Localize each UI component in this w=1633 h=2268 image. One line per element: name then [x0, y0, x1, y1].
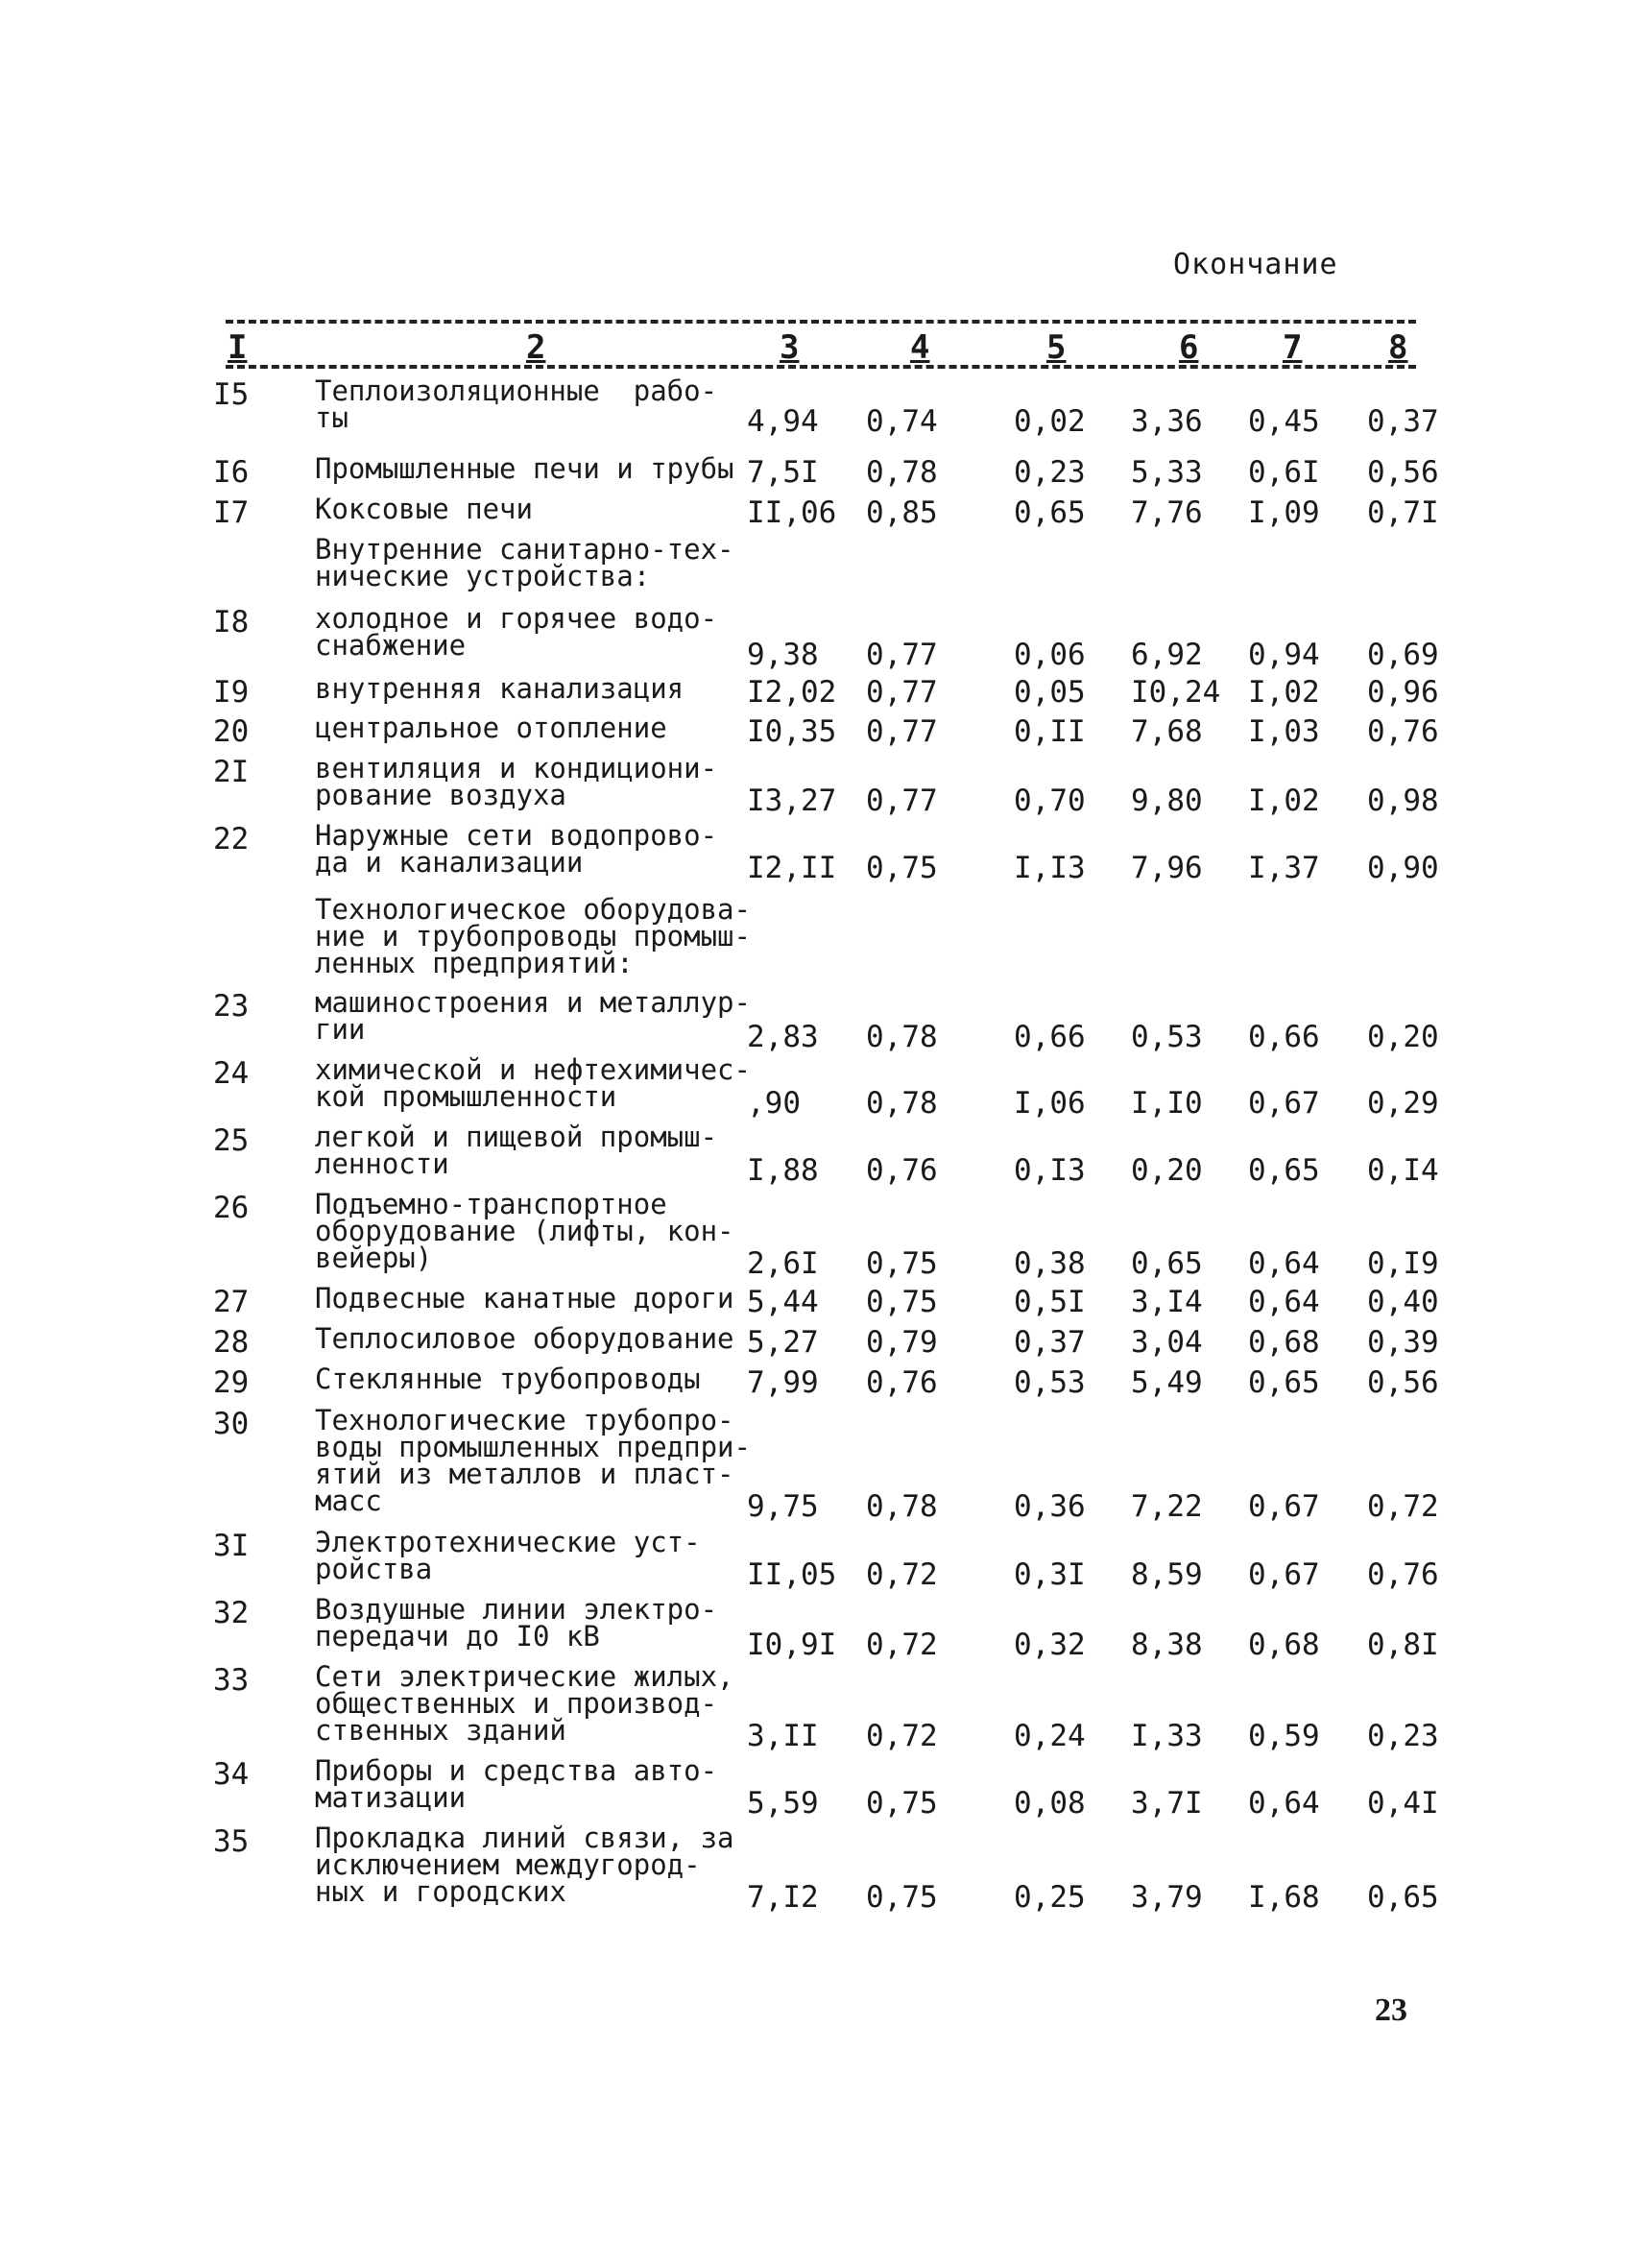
value-col-5: I,06: [1014, 1086, 1086, 1121]
row-description: Промышленные печи и трубы: [315, 452, 734, 485]
row-number: 20: [213, 714, 250, 749]
value-col-7: 0,68: [1248, 1628, 1320, 1662]
value-col-7: 0,45: [1248, 404, 1320, 439]
value-col-7: I,09: [1248, 495, 1320, 530]
value-col-8: 0,72: [1367, 1489, 1439, 1524]
value-col-6: 0,20: [1131, 1153, 1203, 1188]
value-col-7: 0,66: [1248, 1020, 1320, 1054]
row-number: I5: [213, 377, 250, 412]
value-col-7: 0,67: [1248, 1489, 1320, 1524]
value-col-4: 0,78: [866, 455, 938, 490]
row-number: 25: [213, 1123, 250, 1158]
value-col-7: I,68: [1248, 1880, 1320, 1915]
row-description: Коксовые печи: [315, 493, 533, 525]
value-col-3: ,90: [747, 1086, 801, 1121]
value-col-6: 5,49: [1131, 1365, 1203, 1400]
row-description: внутренняя канализация: [315, 672, 684, 705]
row-number: 2I: [213, 755, 250, 789]
value-col-3: I,88: [747, 1153, 819, 1188]
value-col-6: 0,65: [1131, 1246, 1203, 1281]
value-col-7: 0,59: [1248, 1719, 1320, 1753]
value-col-8: 0,39: [1367, 1325, 1439, 1360]
value-col-5: 0,53: [1014, 1365, 1086, 1400]
value-col-6: I,I0: [1131, 1086, 1203, 1121]
value-col-5: 0,25: [1014, 1880, 1086, 1915]
value-col-4: 0,75: [866, 1285, 938, 1319]
value-col-6: I0,24: [1131, 675, 1221, 710]
value-col-4: 0,75: [866, 851, 938, 885]
value-col-7: 0,64: [1248, 1285, 1320, 1319]
value-col-4: 0,76: [866, 1365, 938, 1400]
row-number: 26: [213, 1191, 250, 1225]
value-col-8: 0,I4: [1367, 1153, 1439, 1188]
value-col-5: 0,38: [1014, 1246, 1086, 1281]
value-col-8: 0,23: [1367, 1719, 1439, 1753]
row-description: легкой и пищевой промыш- ленности: [315, 1121, 718, 1180]
value-col-8: 0,I9: [1367, 1246, 1439, 1281]
value-col-4: 0,85: [866, 495, 938, 530]
value-col-6: 3,79: [1131, 1880, 1203, 1915]
value-col-5: 0,3I: [1014, 1557, 1086, 1592]
row-number: I8: [213, 605, 250, 639]
value-col-4: 0,78: [866, 1020, 938, 1054]
value-col-7: 0,64: [1248, 1246, 1320, 1281]
row-description: химической и нефтехимичес- кой промышленности: [315, 1053, 751, 1113]
section-heading: Внутренние санитарно-тех- нические устройства:: [315, 533, 734, 592]
value-col-6: 7,22: [1131, 1489, 1203, 1524]
value-col-3: 9,75: [747, 1489, 819, 1524]
value-col-6: 0,53: [1131, 1020, 1203, 1054]
value-col-3: 7,5I: [747, 455, 819, 490]
value-col-5: 0,23: [1014, 455, 1086, 490]
value-col-4: 0,72: [866, 1719, 938, 1753]
row-number: 24: [213, 1056, 250, 1091]
value-col-5: 0,66: [1014, 1020, 1086, 1054]
value-col-8: 0,8I: [1367, 1628, 1439, 1662]
value-col-5: 0,I3: [1014, 1153, 1086, 1188]
value-col-4: 0,77: [866, 714, 938, 749]
row-description: Приборы и средства авто- матизации: [315, 1754, 718, 1814]
row-description: машиностроения и металлур- гии: [315, 986, 751, 1046]
row-number: 27: [213, 1285, 250, 1319]
row-number: 35: [213, 1824, 250, 1859]
value-col-5: I,I3: [1014, 851, 1086, 885]
row-number: 32: [213, 1596, 250, 1630]
row-number: 3I: [213, 1529, 250, 1563]
value-col-6: 7,76: [1131, 495, 1203, 530]
value-col-6: 3,I4: [1131, 1285, 1203, 1319]
value-col-7: 0,6I: [1248, 455, 1320, 490]
value-col-3: I2,02: [747, 675, 837, 710]
row-number: 30: [213, 1407, 250, 1441]
value-col-5: 0,37: [1014, 1325, 1086, 1360]
value-col-7: I,02: [1248, 784, 1320, 818]
value-col-7: 0,68: [1248, 1325, 1320, 1360]
row-number: 22: [213, 822, 250, 857]
value-col-8: 0,20: [1367, 1020, 1439, 1054]
value-col-4: 0,72: [866, 1557, 938, 1592]
value-col-4: 0,76: [866, 1153, 938, 1188]
row-description: Наружные сети водопрово- да и канализации: [315, 819, 718, 879]
value-col-4: 0,79: [866, 1325, 938, 1360]
value-col-5: 0,02: [1014, 404, 1086, 439]
column-header-4: 4: [910, 328, 930, 367]
row-number: 23: [213, 989, 250, 1024]
value-col-8: 0,65: [1367, 1880, 1439, 1915]
row-number: I6: [213, 455, 250, 490]
row-number: I7: [213, 495, 250, 530]
value-col-6: 3,36: [1131, 404, 1203, 439]
value-col-8: 0,90: [1367, 851, 1439, 885]
value-col-6: I,33: [1131, 1719, 1203, 1753]
value-col-6: 8,38: [1131, 1628, 1203, 1662]
value-col-8: 0,7I: [1367, 495, 1439, 530]
row-description: Теплосиловое оборудование: [315, 1322, 734, 1355]
value-col-4: 0,78: [866, 1489, 938, 1524]
value-col-7: I,02: [1248, 675, 1320, 710]
value-col-6: 7,96: [1131, 851, 1203, 885]
value-col-8: 0,76: [1367, 1557, 1439, 1592]
value-col-3: I2,II: [747, 851, 837, 885]
value-col-8: 0,56: [1367, 455, 1439, 490]
value-col-6: 3,04: [1131, 1325, 1203, 1360]
value-col-4: 0,77: [866, 784, 938, 818]
column-header-2: 2: [526, 328, 546, 367]
value-col-5: 0,24: [1014, 1719, 1086, 1753]
value-col-4: 0,75: [866, 1246, 938, 1281]
page-number: 23: [1375, 1992, 1407, 2028]
row-description: холодное и горячее водо- снабжение: [315, 602, 718, 662]
row-number: I9: [213, 675, 250, 710]
section-heading: Технологическое оборудова- ние и трубопроводы промыш- ленных предприятий:: [315, 893, 751, 979]
value-col-3: 4,94: [747, 404, 819, 439]
value-col-7: 0,94: [1248, 638, 1320, 672]
value-col-3: II,05: [747, 1557, 837, 1592]
value-col-4: 0,78: [866, 1086, 938, 1121]
value-col-4: 0,77: [866, 638, 938, 672]
row-description: Сети электрические жилых, общественных и производ- ственных зданий: [315, 1660, 734, 1747]
row-number: 34: [213, 1757, 250, 1792]
value-col-5: 0,70: [1014, 784, 1086, 818]
value-col-3: I0,35: [747, 714, 837, 749]
value-col-7: 0,65: [1248, 1153, 1320, 1188]
value-col-5: 0,36: [1014, 1489, 1086, 1524]
value-col-7: 0,64: [1248, 1786, 1320, 1821]
value-col-3: 9,38: [747, 638, 819, 672]
value-col-4: 0,75: [866, 1786, 938, 1821]
value-col-8: 0,40: [1367, 1285, 1439, 1319]
value-col-8: 0,56: [1367, 1365, 1439, 1400]
row-number: 28: [213, 1325, 250, 1360]
value-col-8: 0,29: [1367, 1086, 1439, 1121]
value-col-6: 7,68: [1131, 714, 1203, 749]
column-header-5: 5: [1046, 328, 1067, 367]
value-col-6: 6,92: [1131, 638, 1203, 672]
row-description: Теплоизоляционные рабо- ты: [315, 374, 718, 434]
value-col-3: 2,6I: [747, 1246, 819, 1281]
row-description: Прокладка линий связи, за исключением междугород- ных и городских: [315, 1822, 734, 1908]
value-col-3: 5,59: [747, 1786, 819, 1821]
value-col-8: 0,76: [1367, 714, 1439, 749]
value-col-4: 0,77: [866, 675, 938, 710]
value-col-3: II,06: [747, 495, 837, 530]
row-description: Воздушные линии электро- передачи до I0 кВ: [315, 1593, 718, 1653]
table-caption: Окончание: [1173, 248, 1338, 281]
value-col-8: 0,96: [1367, 675, 1439, 710]
row-number: 33: [213, 1663, 250, 1698]
value-col-7: I,03: [1248, 714, 1320, 749]
row-number: 29: [213, 1365, 250, 1400]
row-description: Электротехнические уст- ройства: [315, 1526, 701, 1585]
row-description: Подвесные канатные дороги: [315, 1282, 734, 1315]
column-header-3: 3: [780, 328, 800, 367]
value-col-6: 9,80: [1131, 784, 1203, 818]
value-col-7: 0,67: [1248, 1557, 1320, 1592]
value-col-3: 3,II: [747, 1719, 819, 1753]
row-description: центральное отопление: [315, 712, 667, 744]
value-col-3: 7,I2: [747, 1880, 819, 1915]
value-col-3: 7,99: [747, 1365, 819, 1400]
value-col-5: 0,65: [1014, 495, 1086, 530]
value-col-5: 0,08: [1014, 1786, 1086, 1821]
value-col-3: I3,27: [747, 784, 837, 818]
row-description: Технологические трубопро- воды промышленных предпри- ятий из металлов и пласт- масс: [315, 1404, 751, 1517]
column-header-7: 7: [1283, 328, 1303, 367]
value-col-5: 0,05: [1014, 675, 1086, 710]
value-col-3: I0,9I: [747, 1628, 837, 1662]
value-col-5: 0,06: [1014, 638, 1086, 672]
value-col-7: I,37: [1248, 851, 1320, 885]
value-col-6: 3,7I: [1131, 1786, 1203, 1821]
value-col-4: 0,72: [866, 1628, 938, 1662]
row-description: Стеклянные трубопроводы: [315, 1363, 701, 1395]
value-col-3: 2,83: [747, 1020, 819, 1054]
column-header-8: 8: [1388, 328, 1408, 367]
value-col-5: 0,32: [1014, 1628, 1086, 1662]
value-col-8: 0,4I: [1367, 1786, 1439, 1821]
value-col-7: 0,67: [1248, 1086, 1320, 1121]
value-col-6: 8,59: [1131, 1557, 1203, 1592]
value-col-4: 0,75: [866, 1880, 938, 1915]
column-header-1: I: [228, 328, 248, 367]
value-col-6: 5,33: [1131, 455, 1203, 490]
value-col-5: 0,5I: [1014, 1285, 1086, 1319]
value-col-5: 0,II: [1014, 714, 1086, 749]
value-col-8: 0,69: [1367, 638, 1439, 672]
row-description: вентиляция и кондициони- рование воздуха: [315, 752, 718, 811]
value-col-7: 0,65: [1248, 1365, 1320, 1400]
row-description: Подъемно-транспортное оборудование (лифты, кон- вейеры): [315, 1188, 734, 1274]
value-col-4: 0,74: [866, 404, 938, 439]
value-col-3: 5,27: [747, 1325, 819, 1360]
value-col-8: 0,98: [1367, 784, 1439, 818]
value-col-3: 5,44: [747, 1285, 819, 1319]
value-col-8: 0,37: [1367, 404, 1439, 439]
column-header-6: 6: [1179, 328, 1199, 367]
